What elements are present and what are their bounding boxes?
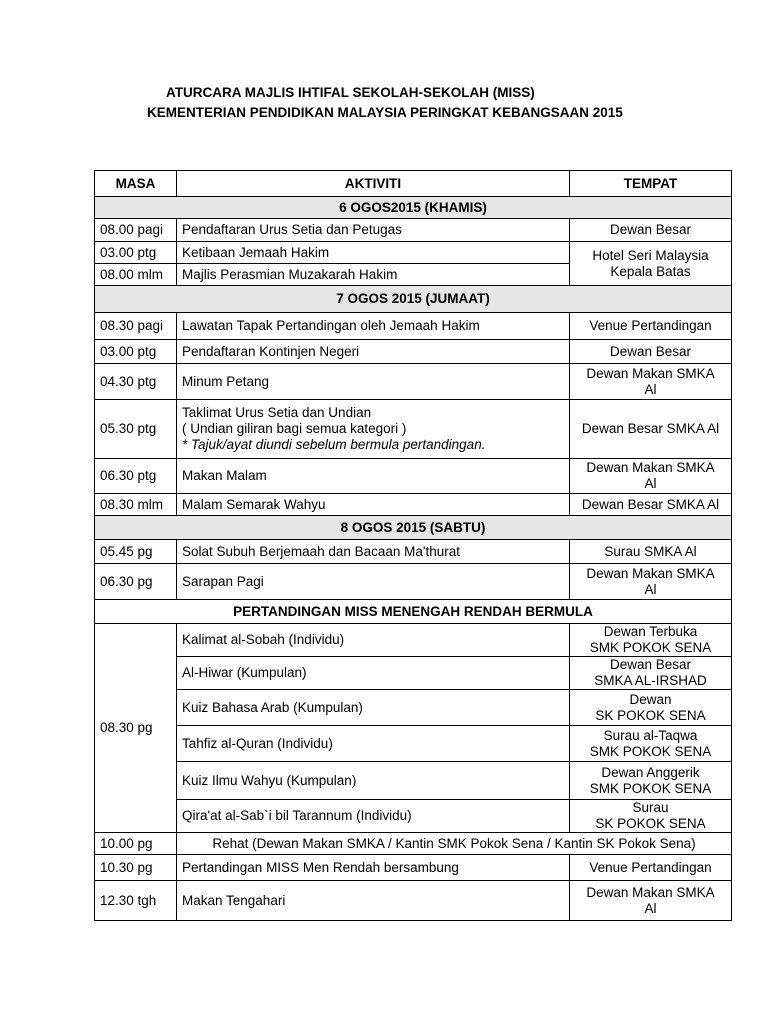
- table-row: [95, 364, 732, 400]
- tempat-line: Al: [644, 381, 657, 397]
- aktiviti-cell: Ketibaan Jemaah Hakim: [177, 242, 570, 264]
- tempat-cell: Venue Pertandingan: [570, 855, 732, 881]
- table-row: [95, 833, 732, 855]
- tempat-line: Surau: [632, 800, 669, 815]
- day-row: [95, 516, 732, 540]
- tempat-line: SK POKOK SENA: [595, 816, 706, 831]
- aktiviti-note: * Tajuk/ayat diundi sebelum bermula pertandingan.: [182, 437, 486, 452]
- tempat-cell: Dewan Besar SMKA Al: [570, 494, 732, 516]
- masa-cell: 06.30 pg: [95, 564, 177, 600]
- schedule-table: [94, 170, 732, 921]
- table-row: [95, 855, 732, 881]
- tempat-line: Hotel Seri Malaysia: [592, 247, 709, 263]
- tempat-line: Kepala Batas: [610, 263, 691, 279]
- aktiviti-cell: Lawatan Tapak Pertandingan oleh Jemaah Hakim: [177, 313, 570, 340]
- tempat-cell: [570, 624, 732, 657]
- day-row: [95, 286, 732, 313]
- tempat-cell: [570, 242, 732, 286]
- tempat-cell: [570, 800, 732, 833]
- aktiviti-line: Taklimat Urus Setia dan Undian: [182, 405, 372, 420]
- header-aktiviti: AKTIVITI: [177, 171, 570, 197]
- tempat-cell: Surau SMKA Al: [570, 540, 732, 564]
- masa-cell: 08.00 mlm: [95, 264, 177, 286]
- table-row: [95, 400, 732, 459]
- document-title-line2: KEMENTERIAN PENDIDIKAN MALAYSIA PERINGKAT KEBANGSAAN 2015: [147, 105, 623, 120]
- tempat-line: Dewan Besar: [609, 657, 692, 672]
- masa-cell: 08.30 pg: [95, 624, 177, 833]
- table-row: [95, 881, 732, 921]
- table-row: [95, 540, 732, 564]
- tempat-cell: [570, 726, 732, 762]
- masa-cell: 05.30 ptg: [95, 400, 177, 459]
- aktiviti-cell: Kuiz Bahasa Arab (Kumpulan): [177, 690, 570, 726]
- masa-cell: 10.00 pg: [95, 833, 177, 855]
- masa-cell: 10.30 pg: [95, 855, 177, 881]
- tempat-cell: [570, 762, 732, 800]
- tempat-line: Dewan Terbuka: [603, 624, 698, 639]
- aktiviti-cell: Pendaftaran Urus Setia dan Petugas: [177, 219, 570, 242]
- tempat-line: Surau al-Taqwa: [603, 727, 698, 743]
- tempat-line: Al: [644, 900, 657, 916]
- table-row: [95, 242, 732, 264]
- tempat-line: SMK POKOK SENA: [589, 780, 712, 796]
- tempat-cell: Dewan Besar: [570, 219, 732, 242]
- masa-cell: 03.00 ptg: [95, 242, 177, 264]
- masa-cell: 08.30 pagi: [95, 313, 177, 340]
- tempat-line: SMK POKOK SENA: [589, 640, 712, 655]
- masa-cell: 05.45 pg: [95, 540, 177, 564]
- tempat-line: Al: [644, 581, 657, 597]
- aktiviti-cell: Qira'at al-Sab`i bil Tarannum (Individu): [177, 800, 570, 833]
- masa-cell: 06.30 ptg: [95, 459, 177, 494]
- tempat-cell: Venue Pertandingan: [570, 313, 732, 340]
- header-tempat: TEMPAT: [570, 171, 732, 197]
- table-row: [95, 800, 732, 833]
- aktiviti-cell: Al-Hiwar (Kumpulan): [177, 657, 570, 690]
- aktiviti-cell: Minum Petang: [177, 364, 570, 400]
- aktiviti-cell: Sarapan Pagi: [177, 564, 570, 600]
- table-row: [95, 690, 732, 726]
- tempat-line: Dewan Anggerik: [601, 764, 700, 780]
- table-row: [95, 726, 732, 762]
- section-row: [95, 600, 732, 624]
- table-row: [95, 657, 732, 690]
- aktiviti-cell: Tahfiz al-Quran (Individu): [177, 726, 570, 762]
- section-label: PERTANDINGAN MISS MENENGAH RENDAH BERMULA: [95, 600, 732, 624]
- table-header-row: [95, 171, 732, 197]
- table-row: [95, 340, 732, 364]
- table-row: [95, 564, 732, 600]
- tempat-cell: [570, 564, 732, 600]
- day-row: [95, 197, 732, 219]
- tempat-cell: [570, 364, 732, 400]
- tempat-cell: Dewan Besar: [570, 340, 732, 364]
- day-label: 7 OGOS 2015 (JUMAAT): [95, 286, 732, 313]
- aktiviti-cell: Pertandingan MISS Men Rendah bersambung: [177, 855, 570, 881]
- tempat-line: Dewan Makan SMKA: [586, 460, 715, 475]
- aktiviti-cell: Solat Subuh Berjemaah dan Bacaan Ma'thurat: [177, 540, 570, 564]
- aktiviti-cell: Rehat (Dewan Makan SMKA / Kantin SMK Pokok Sena / Kantin SK Pokok Sena): [177, 833, 732, 855]
- aktiviti-cell: [177, 400, 570, 459]
- tempat-line: SMKA AL-IRSHAD: [594, 673, 707, 688]
- aktiviti-line: ( Undian giliran bagi semua kategori ): [182, 421, 407, 436]
- tempat-cell: [570, 881, 732, 921]
- aktiviti-cell: Kalimat al-Sobah (Individu): [177, 624, 570, 657]
- table-row: [95, 762, 732, 800]
- masa-cell: 04.30 ptg: [95, 364, 177, 400]
- aktiviti-cell: Kuiz Ilmu Wahyu (Kumpulan): [177, 762, 570, 800]
- document-title-line1: ATURCARA MAJLIS IHTIFAL SEKOLAH-SEKOLAH (MISS): [166, 85, 535, 100]
- aktiviti-cell: Makan Tengahari: [177, 881, 570, 921]
- tempat-line: Al: [644, 476, 657, 491]
- tempat-line: SMK POKOK SENA: [589, 743, 712, 759]
- day-label: 6 OGOS2015 (KHAMIS): [95, 197, 732, 219]
- tempat-line: Dewan Makan SMKA: [586, 365, 715, 381]
- header-masa: MASA: [95, 171, 177, 197]
- masa-cell: 08.00 pagi: [95, 219, 177, 242]
- table-row: [95, 313, 732, 340]
- table-row: [95, 459, 732, 494]
- table-row: [95, 494, 732, 516]
- tempat-line: SK POKOK SENA: [595, 707, 706, 723]
- tempat-cell: [570, 459, 732, 494]
- masa-cell: 08.30 mlm: [95, 494, 177, 516]
- tempat-line: Dewan Makan SMKA: [586, 565, 715, 581]
- tempat-cell: [570, 657, 732, 690]
- tempat-line: Dewan: [629, 691, 672, 707]
- aktiviti-cell: Pendaftaran Kontinjen Negeri: [177, 340, 570, 364]
- table-row: [95, 624, 732, 657]
- aktiviti-cell: Makan Malam: [177, 459, 570, 494]
- tempat-line: Dewan Makan SMKA: [586, 884, 715, 900]
- aktiviti-cell: Majlis Perasmian Muzakarah Hakim: [177, 264, 570, 286]
- tempat-cell: Dewan Besar SMKA Al: [570, 400, 732, 459]
- tempat-cell: [570, 690, 732, 726]
- table-row: [95, 219, 732, 242]
- aktiviti-cell: Malam Semarak Wahyu: [177, 494, 570, 516]
- masa-cell: 03.00 ptg: [95, 340, 177, 364]
- day-label: 8 OGOS 2015 (SABTU): [95, 516, 732, 540]
- masa-cell: 12.30 tgh: [95, 881, 177, 921]
